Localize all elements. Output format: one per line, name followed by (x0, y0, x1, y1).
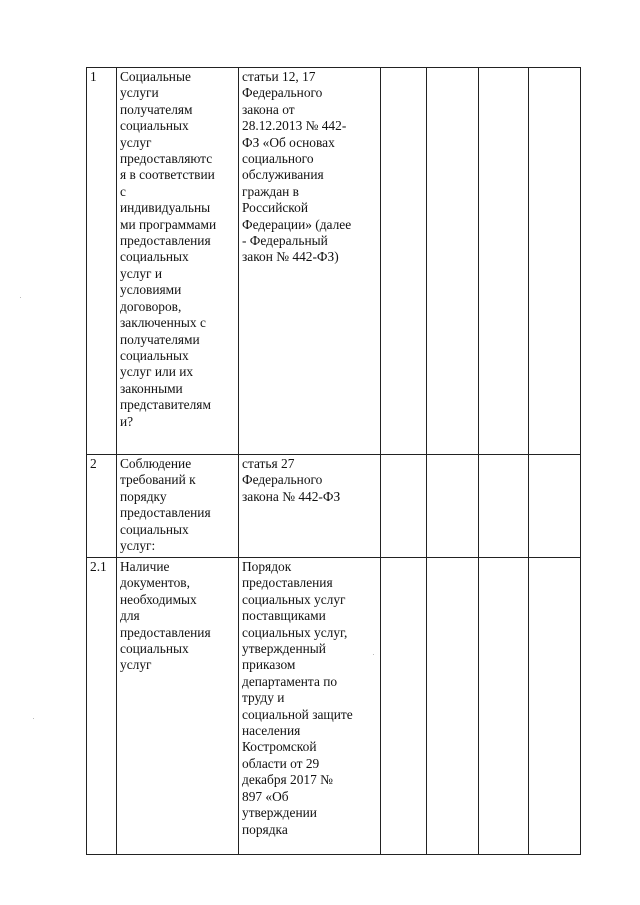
requirement-cell: Наличие документов, необходимых для предоставления социальных услуг (117, 558, 239, 855)
empty-cell (427, 68, 479, 455)
empty-cell (479, 455, 529, 558)
table-row (87, 558, 581, 855)
scan-speck (33, 718, 34, 719)
empty-cell (529, 68, 581, 455)
inspection-checklist-table (86, 67, 581, 855)
row-number: 1 (87, 68, 117, 455)
empty-cell (529, 455, 581, 558)
empty-cell (381, 455, 427, 558)
table-row (87, 455, 581, 558)
table-row (87, 68, 581, 455)
empty-cell (381, 558, 427, 855)
empty-cell (479, 558, 529, 855)
empty-cell (427, 455, 479, 558)
empty-cell (529, 558, 581, 855)
scan-speck (373, 654, 374, 655)
row-number: 2 (87, 455, 117, 558)
empty-cell (427, 558, 479, 855)
empty-cell (381, 68, 427, 455)
empty-cell (479, 68, 529, 455)
legal-reference-cell: Порядок предоставления социальных услуг поставщиками социальных услуг, утвержденный приказом департамента по труду и социальной защите населения Костромской области от 29 декабря 2017 № 897 «Об утверждении порядка (239, 558, 381, 855)
row-number: 2.1 (87, 558, 117, 855)
requirement-cell: Соблюдение требований к порядку предоставления социальных услуг: (117, 455, 239, 558)
legal-reference-cell: статья 27 Федерального закона № 442-ФЗ (239, 455, 381, 558)
requirement-cell: Социальные услуги получателям социальных услуг предоставляютс я в соответствии с индивидуальны ми программами предоставления социальных услуг и условиями договоров, заключенных с получателями социальных услуг или их законными представителям и? (117, 68, 239, 455)
scan-speck (20, 297, 21, 298)
legal-reference-cell: статьи 12, 17 Федерального закона от 28.12.2013 № 442- ФЗ «Об основах социального обслуживания граждан в Российской Федерации» (далее - Федеральный закон № 442-ФЗ) (239, 68, 381, 455)
